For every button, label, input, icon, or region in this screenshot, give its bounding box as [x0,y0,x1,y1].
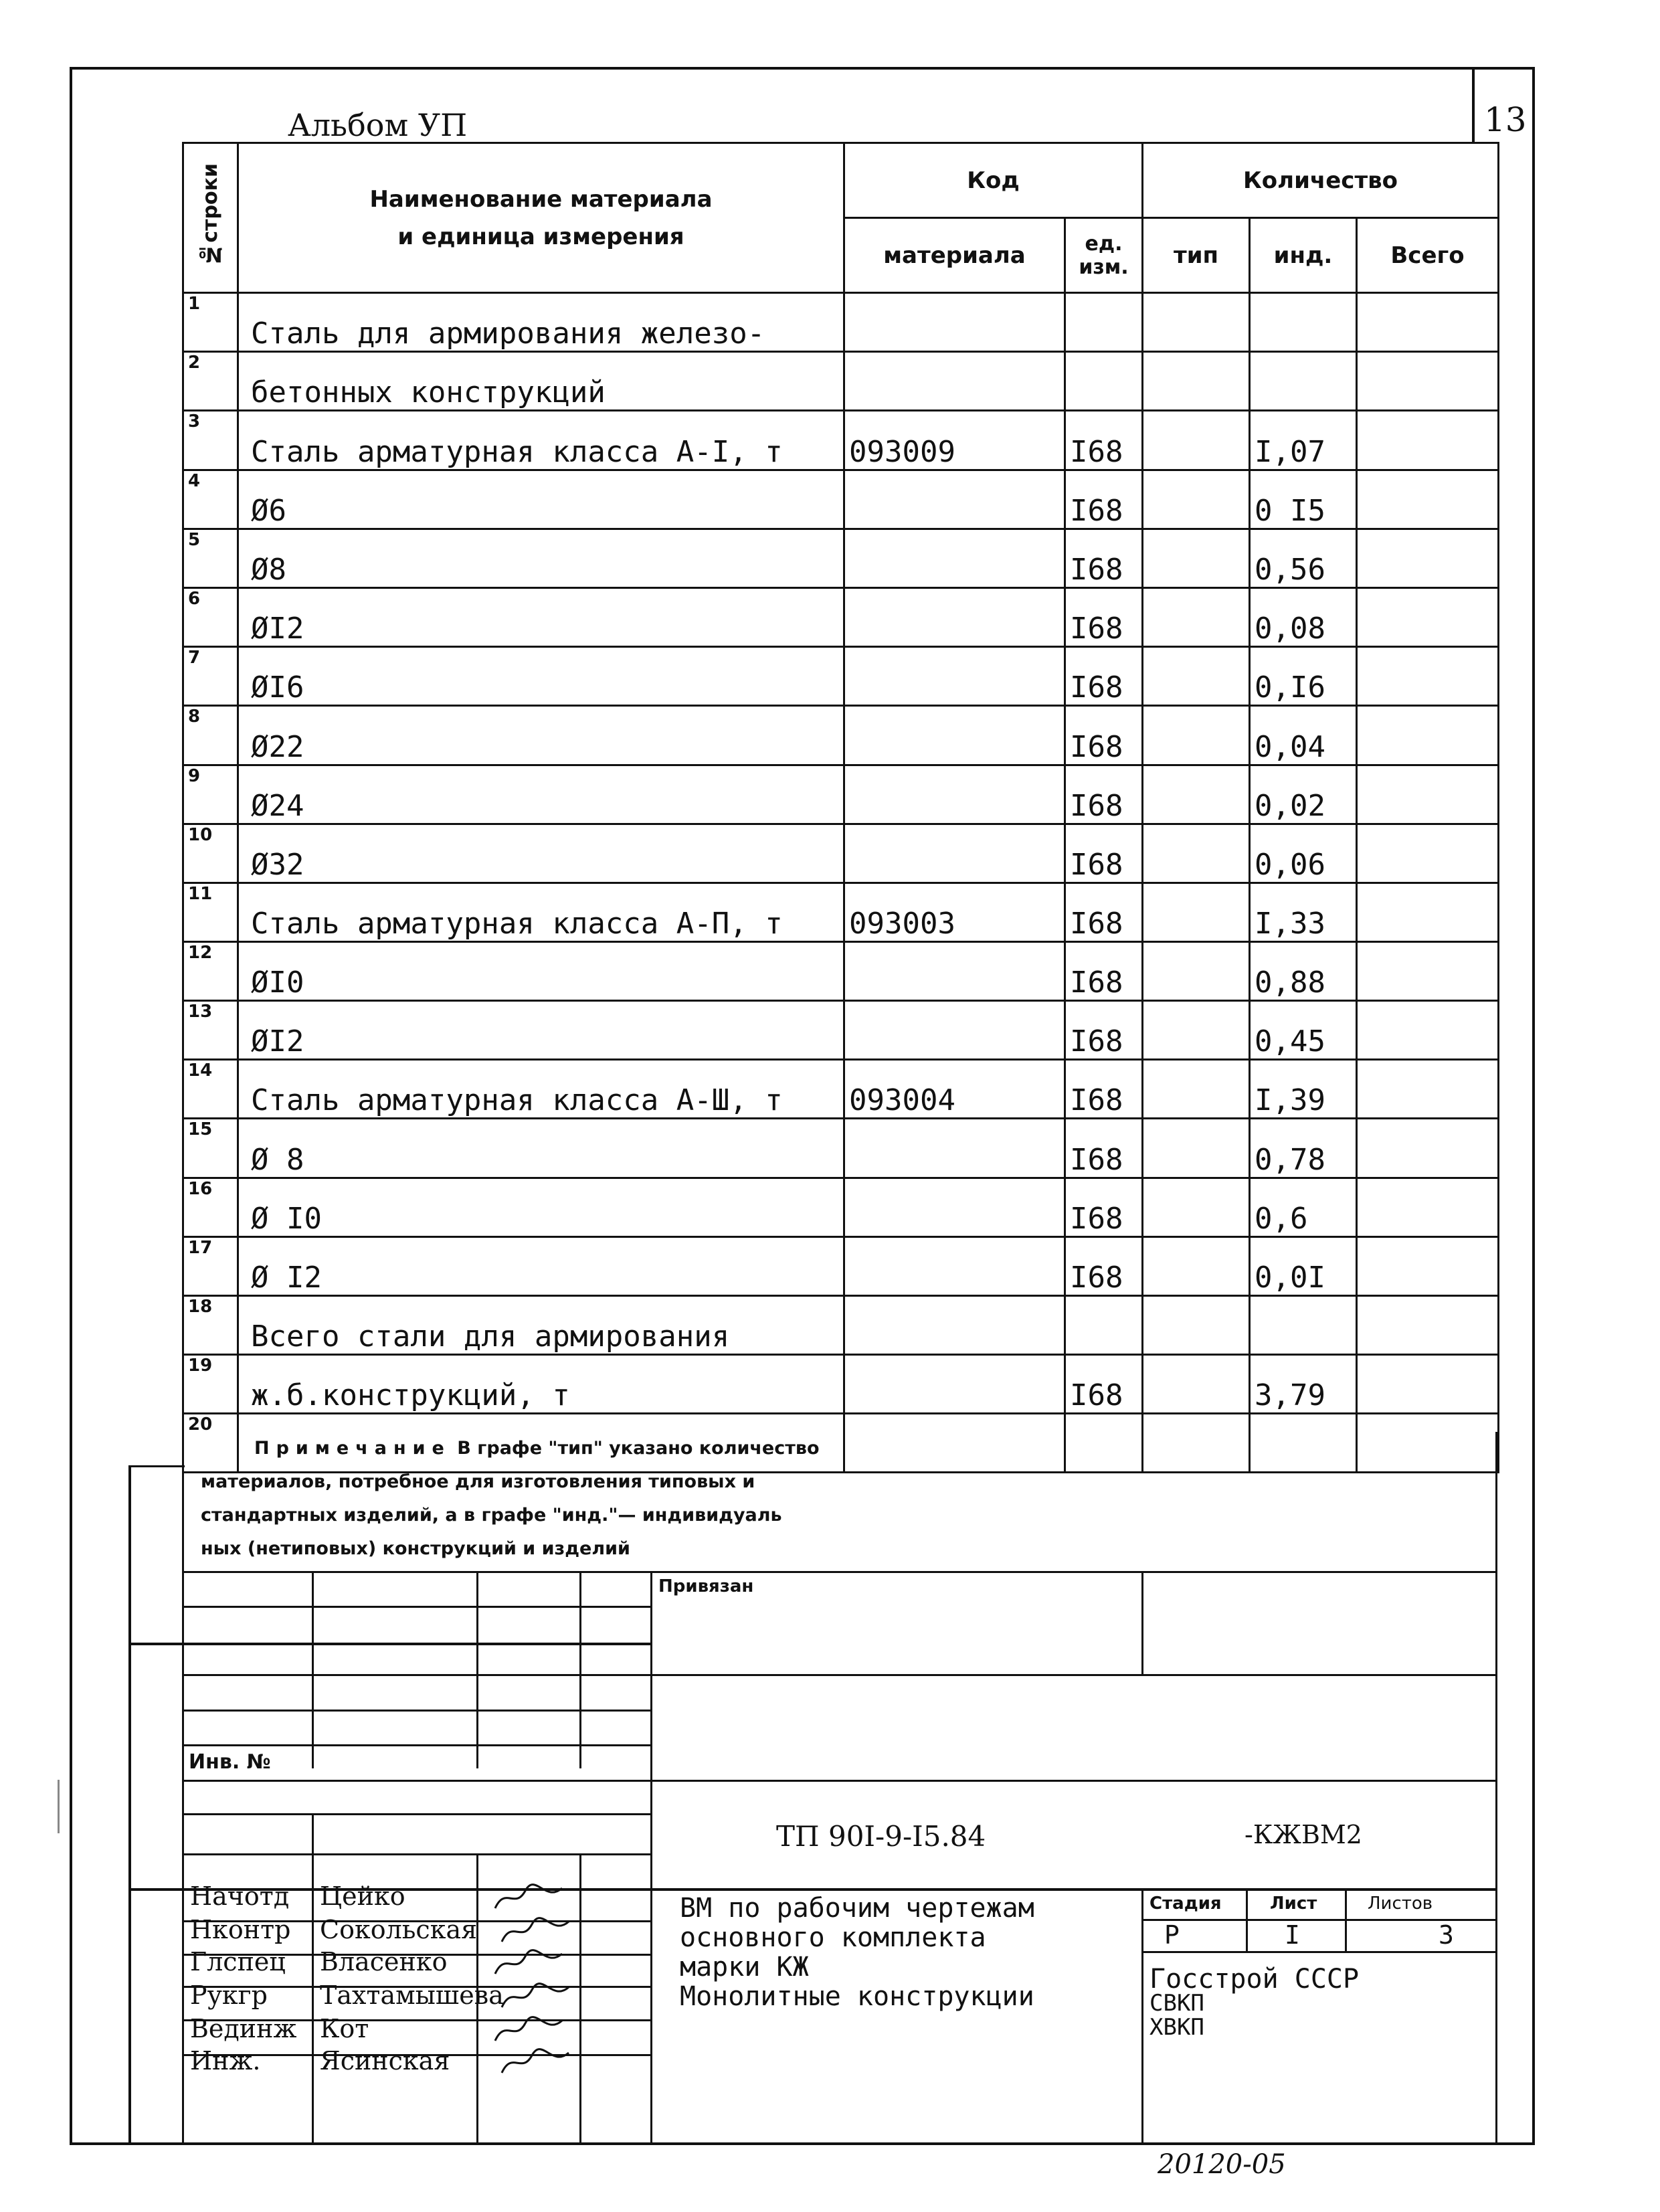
individual-qty: 0,6 [1250,1178,1357,1236]
type-qty [1143,1119,1250,1178]
signature-scribble [492,2015,565,2046]
total-qty [1357,352,1499,411]
stamp-v1 [312,1571,314,1768]
material-code [844,1236,1065,1295]
material-code [844,1001,1065,1060]
unit-code: I68 [1065,824,1143,883]
inv-label: Инв. № [189,1750,271,1774]
type-qty [1143,1178,1250,1236]
material-name: Ø24 [238,765,844,824]
total-qty [1357,765,1499,824]
album-label: Альбом УП [288,107,468,143]
material-code: 093003 [844,883,1065,941]
unit-code: I68 [1065,941,1143,1000]
stage-value: Р [1164,1920,1180,1950]
row-number: 18 [183,1295,238,1354]
unit-code: I68 [1065,1178,1143,1236]
type-qty [1143,1236,1250,1295]
unit-code: I68 [1065,883,1143,941]
individual-qty: 0,08 [1250,587,1357,646]
individual-qty: I,39 [1250,1060,1357,1119]
total-qty [1357,470,1499,529]
unit-code: I68 [1065,706,1143,765]
organization: Госстрой СССР СВКП ХВКП [1149,1964,1360,2041]
unit-code: I68 [1065,411,1143,470]
stamp-v4 [650,1571,652,2144]
row-number: 2 [183,352,238,411]
type-qty [1143,883,1250,941]
material-code [844,1119,1065,1178]
unit-code: I68 [1065,1354,1143,1413]
individual-qty: 0,04 [1250,706,1357,765]
material-name: ØI2 [238,587,844,646]
signature-name: Цейко [320,1881,405,1911]
stamp-v2 [476,1571,478,1768]
signature-role: Глспец [190,1947,286,1976]
side-bind-line [128,1465,131,2144]
total-header: Всего [1357,218,1499,293]
individual-qty: 0 I5 [1250,470,1357,529]
material-code [844,293,1065,352]
type-qty [1143,647,1250,706]
individual-qty: 0,0I [1250,1236,1357,1295]
row-number: 13 [183,1001,238,1060]
material-name: Сталь арматурная класса А-П, т [238,883,844,941]
unit-code: I68 [1065,1060,1143,1119]
unit-code: I68 [1065,765,1143,824]
unit-code [1065,352,1143,411]
stamp-v-stage2 [1345,1888,1347,1951]
stamp-v3 [579,1571,581,1768]
total-qty [1357,1001,1499,1060]
signature-role: Инж. [190,2046,261,2076]
sheet-number: 13 [1484,100,1527,139]
stamp-v-stage1 [1246,1888,1248,1951]
signature-role: Рукгр [190,1980,268,2010]
signature-scribble [492,1948,565,1979]
individual-qty [1250,293,1357,352]
material-name: бетонных конструкций [238,352,844,411]
individual-qty: I,07 [1250,411,1357,470]
material-code [844,1178,1065,1236]
type-qty [1143,293,1250,352]
material-name: Ø 8 [238,1119,844,1178]
material-code [844,587,1065,646]
signature-name: Кот [320,2014,369,2043]
total-qty [1357,1178,1499,1236]
material-code [844,647,1065,706]
total-qty [1357,941,1499,1000]
material-code [844,941,1065,1000]
individual-qty [1250,352,1357,411]
row-number: 6 [183,587,238,646]
individual-qty: 0,I6 [1250,647,1357,706]
type-qty [1143,1001,1250,1060]
signature-scribble [498,1916,572,1947]
note-lead: Примечание [254,1438,451,1459]
stage-label: Стадия [1149,1894,1222,1914]
table-row [183,587,1499,646]
unit-code: I68 [1065,470,1143,529]
individual-qty: 0,56 [1250,529,1357,587]
material-name: ØI6 [238,647,844,706]
rows-header: №строки [183,143,238,293]
signature-scribble [498,1982,572,2013]
type-qty [1143,1354,1250,1413]
material-code [844,1354,1065,1413]
material-name: ØI0 [238,941,844,1000]
total-qty [1357,1119,1499,1178]
materials-table [182,142,1499,1473]
type-header: тип [1143,218,1250,293]
name-header: Наименование материала и единица измерения [238,143,844,293]
total-qty [1357,587,1499,646]
unit-code [1065,293,1143,352]
material-name: Ø6 [238,470,844,529]
total-qty [1357,1295,1499,1354]
unit-code: I68 [1065,587,1143,646]
material-code [844,824,1065,883]
archive-number: 20120-05 [1158,2149,1286,2180]
table-row [183,824,1499,883]
signature-scribble [498,2047,572,2078]
material-name: Ø22 [238,706,844,765]
unit-header: ед. изм. [1065,218,1143,293]
frame-left [70,67,72,2145]
type-qty [1143,941,1250,1000]
side-tick-1 [128,1465,185,1467]
sheet-box-left [1472,67,1475,142]
code-header: Код [844,143,1143,218]
table-row [183,706,1499,765]
row-number: 17 [183,1236,238,1295]
table-row [183,883,1499,941]
stamp-h7 [182,1813,650,1815]
table-row [183,470,1499,529]
stamp-h2 [128,1643,650,1645]
type-qty [1143,411,1250,470]
material-name: Ø I0 [238,1178,844,1236]
unit-code: I68 [1065,529,1143,587]
individual-qty: I,33 [1250,883,1357,941]
individual-qty [1250,1295,1357,1354]
material-name: Ø I2 [238,1236,844,1295]
material-code [844,352,1065,411]
bound-label: Привязан [658,1576,754,1596]
type-qty [1143,706,1250,765]
material-code: 093009 [844,411,1065,470]
individual-qty: 3,79 [1250,1354,1357,1413]
doc-code: ТП 90I-9-I5.84 [776,1820,986,1853]
doc-mark: -КЖВМ2 [1244,1820,1362,1849]
row-number: 1 [183,293,238,352]
table-row [183,765,1499,824]
total-qty [1357,411,1499,470]
signature-name: Тахтамышева [320,1980,504,2010]
material-code [844,1295,1065,1354]
total-qty [1357,1236,1499,1295]
total-qty [1357,1060,1499,1119]
table-row [183,1354,1499,1413]
individual-qty: 0,88 [1250,941,1357,1000]
row-number: 5 [183,529,238,587]
table-row [183,411,1499,470]
type-qty [1143,587,1250,646]
table-row [183,529,1499,587]
table-row [183,647,1499,706]
individual-header: инд. [1250,218,1357,293]
row-number: 11 [183,883,238,941]
material-name: ØI2 [238,1001,844,1060]
note: Примечание В графе "тип" указано количество материалов, потребное для изготовления типовых и стандартных изделий, а в графе "инд."— индивидуаль ных (нетиповых) конструкций и изделий [201,1438,820,1559]
total-qty [1357,647,1499,706]
stamp-v5 [1141,1571,1143,1674]
material-name: Ø8 [238,529,844,587]
stamp-v1b [312,1813,314,2144]
table-row [183,941,1499,1000]
stamp-h-stage2 [1141,1951,1497,1953]
margin-mark [58,1780,60,1833]
frame-right [1532,67,1535,2145]
material-code [844,529,1065,587]
signature-role: Нконтр [190,1915,291,1944]
table-row [183,1178,1499,1236]
material-name: Всего стали для армирования [238,1295,844,1354]
total-qty [1357,883,1499,941]
individual-qty: 0,02 [1250,765,1357,824]
table-row [183,1119,1499,1178]
signature-name: Сокольская [320,1915,478,1944]
material-name: Сталь арматурная класса А-Ш, т [238,1060,844,1119]
total-qty [1357,1354,1499,1413]
row-number: 9 [183,765,238,824]
unit-code: I68 [1065,1119,1143,1178]
table-row [183,1060,1499,1119]
material-name: ж.б.конструкций, т [238,1354,844,1413]
row-number: 3 [183,411,238,470]
row-number: 20 [183,1414,238,1473]
material-code [844,765,1065,824]
stamp-v3b [579,1853,581,2144]
material-code: 093004 [844,1060,1065,1119]
signature-role: Начотд [190,1881,290,1911]
signature-scribble [492,1883,565,1914]
type-qty [1143,765,1250,824]
quantity-header: Количество [1143,143,1499,218]
type-qty [1143,529,1250,587]
individual-qty: 0,45 [1250,1001,1357,1060]
row-number: 8 [183,706,238,765]
row-number: 19 [183,1354,238,1413]
material-code [844,470,1065,529]
material-name: Сталь для армирования железо- [238,293,844,352]
stamp-h6 [182,1780,1497,1782]
row-number: 14 [183,1060,238,1119]
type-qty [1143,470,1250,529]
sheet-value: I [1285,1920,1300,1950]
row-number: 15 [183,1119,238,1178]
total-qty [1357,529,1499,587]
stamp-v6 [1141,1888,1143,2144]
sheets-value: 3 [1439,1920,1454,1950]
total-qty [1357,824,1499,883]
total-qty [1357,706,1499,765]
signature-name: Власенко [320,1947,448,1976]
row-number: 10 [183,824,238,883]
total-qty [1357,293,1499,352]
note-left-border [182,1432,184,2144]
row-number: 16 [183,1178,238,1236]
stamp-h3 [182,1674,1497,1676]
unit-code: I68 [1065,647,1143,706]
signature-name: Ясинская [320,2046,450,2076]
unit-code: I68 [1065,1236,1143,1295]
note-right-border [1495,1432,1497,2144]
type-qty [1143,824,1250,883]
unit-code [1065,1295,1143,1354]
material-name: Ø32 [238,824,844,883]
table-row [183,352,1499,411]
type-qty [1143,1295,1250,1354]
type-qty [1143,352,1250,411]
material-name: Сталь арматурная класса А-I, т [238,411,844,470]
stamp-top [182,1571,1497,1573]
row-number: 12 [183,941,238,1000]
doc-title: ВМ по рабочим чертежам основного комплекта марки КЖ Монолитные конструкции [680,1893,1034,2012]
table-row [183,1295,1499,1354]
frame-bottom [70,2142,1535,2145]
sheet-label: Лист [1270,1894,1317,1914]
table-row [183,293,1499,352]
signature-role: Вединж [190,2014,297,2043]
table-row [183,1236,1499,1295]
unit-code: I68 [1065,1001,1143,1060]
type-qty [1143,1060,1250,1119]
individual-qty: 0,78 [1250,1119,1357,1178]
material-code-header: материала [844,218,1065,293]
row-number: 7 [183,647,238,706]
individual-qty: 0,06 [1250,824,1357,883]
row-number: 4 [183,470,238,529]
sheets-label: Листов [1368,1894,1433,1914]
material-code [844,706,1065,765]
frame-top [70,67,1535,70]
table-row [183,1001,1499,1060]
